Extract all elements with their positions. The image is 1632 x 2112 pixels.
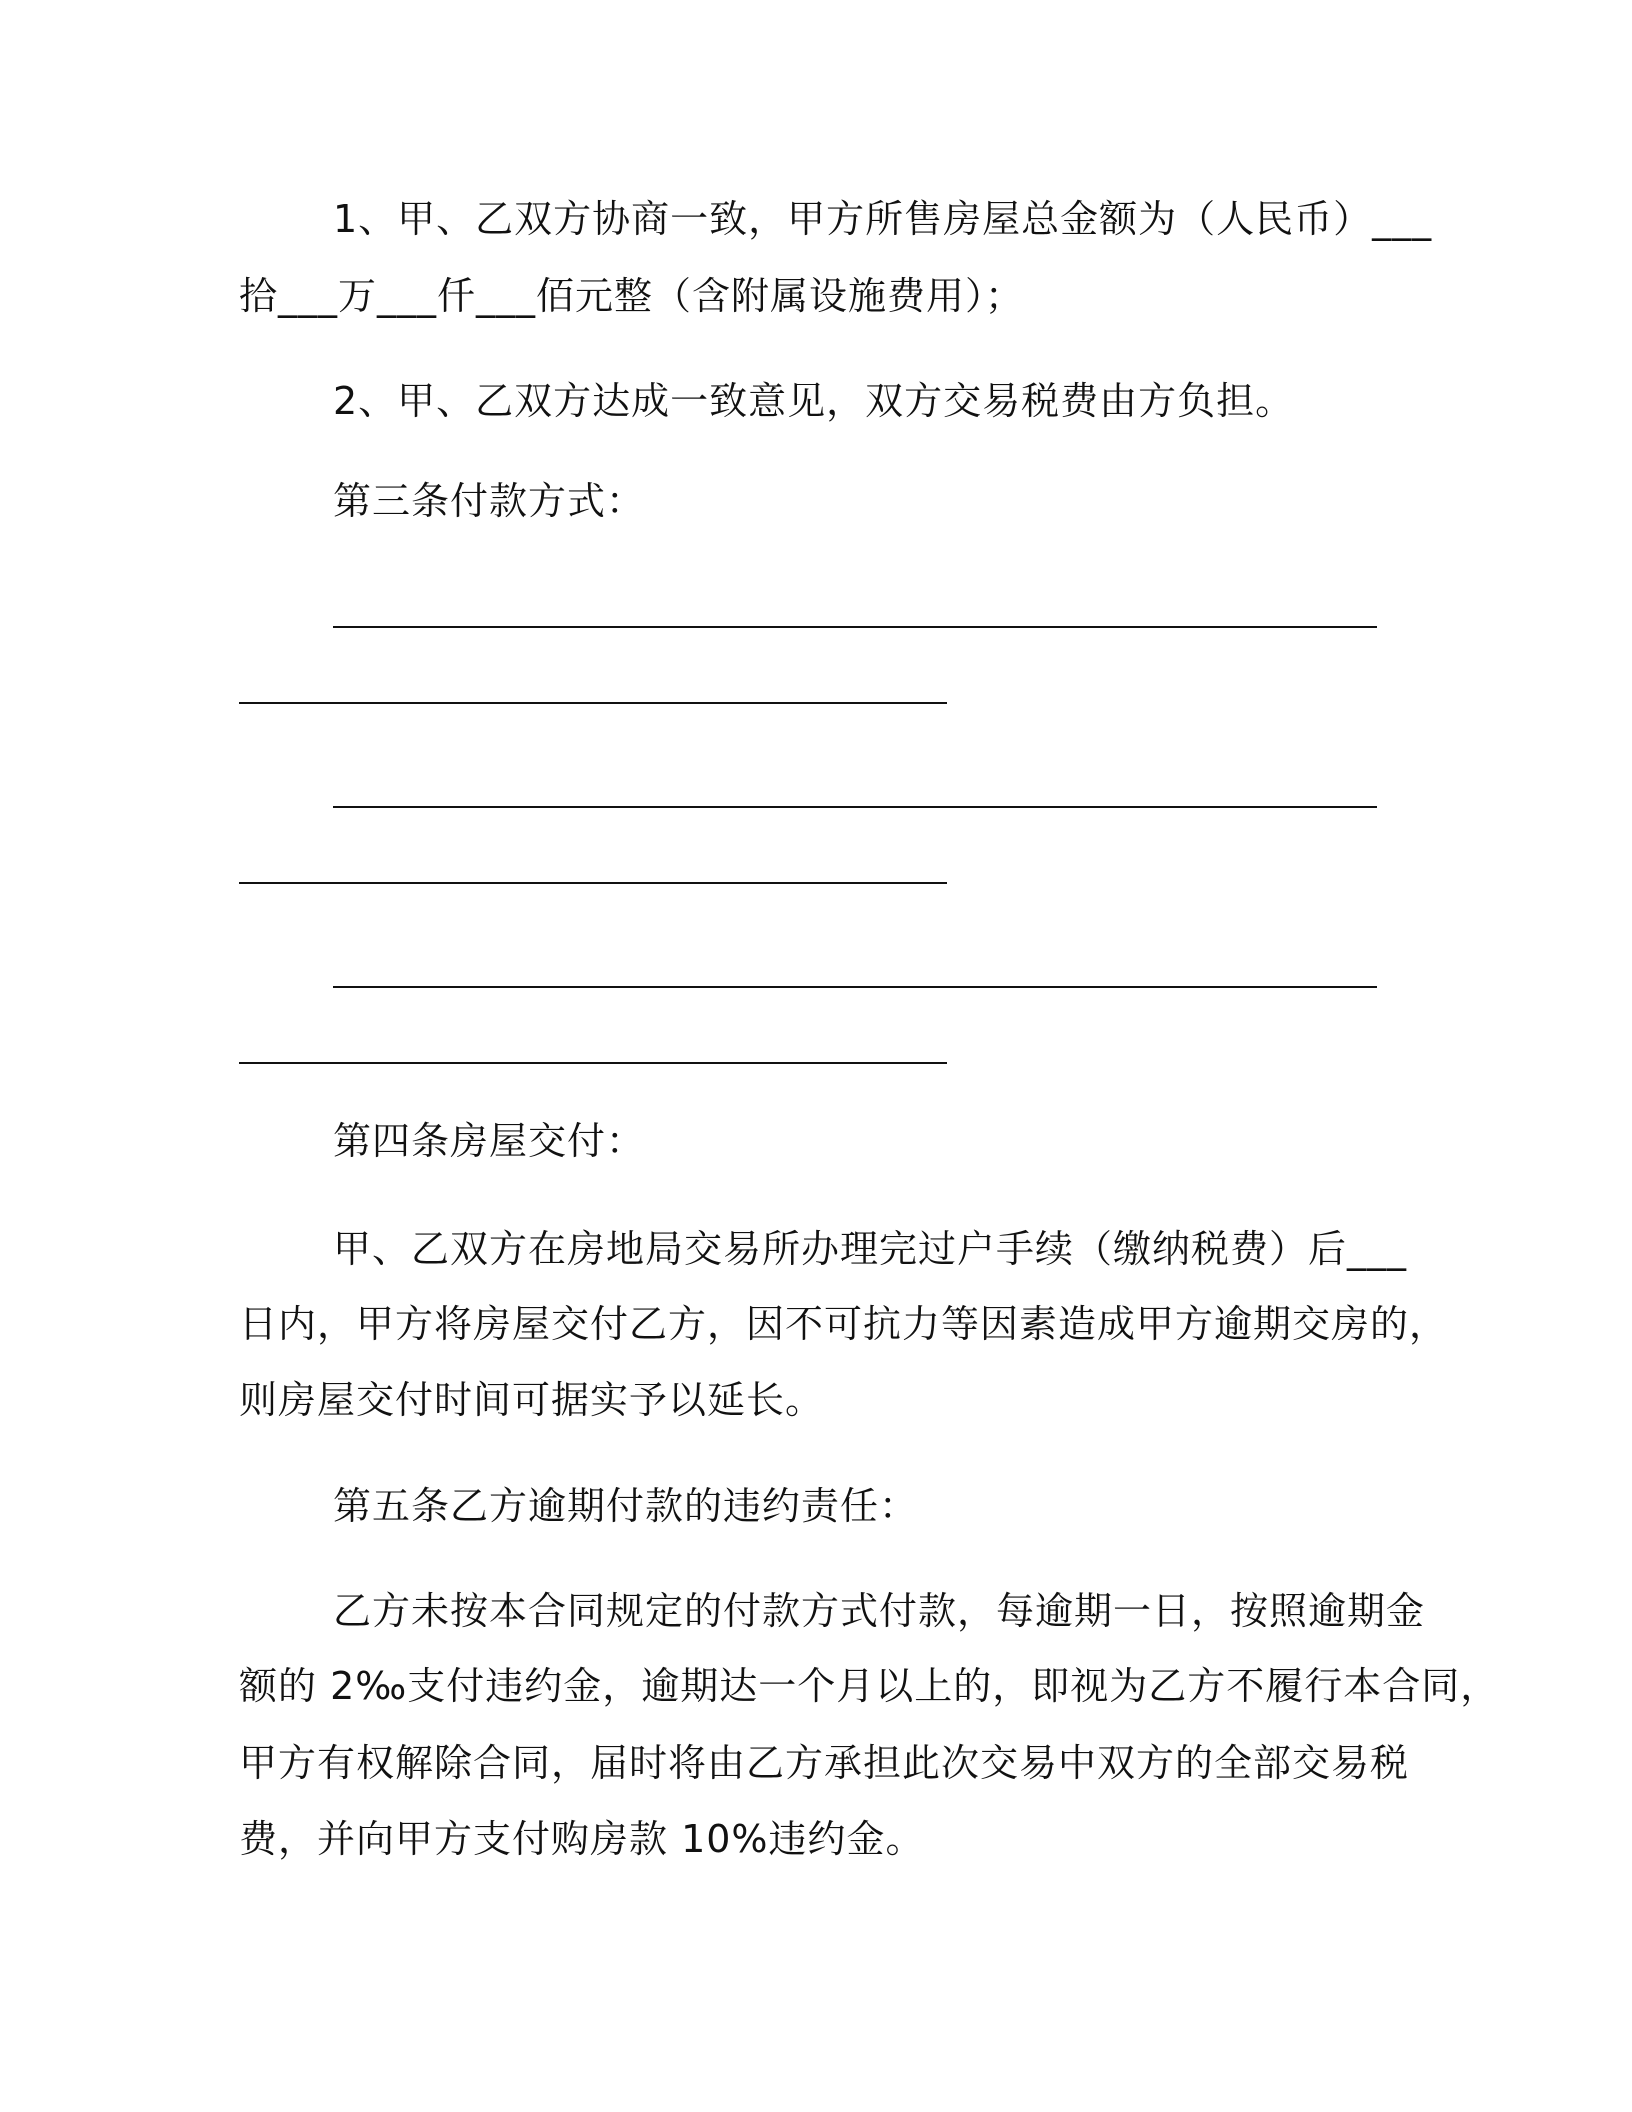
- article-4-title: 第四条房屋交付：: [333, 1119, 646, 1163]
- article-5-body-line-1: 乙方未按本合同规定的付款方式付款，每逾期一日，按照逾期金: [333, 1589, 1426, 1633]
- payment-blank-line-3a: [333, 986, 1377, 988]
- tax-clause: 2、甲、乙双方达成一致意见，双方交易税费由方负担。: [333, 379, 1295, 423]
- payment-blank-line-2b: [239, 882, 947, 884]
- article-3-title: 第三条付款方式：: [333, 479, 646, 523]
- article-4-body-line-3: 则房屋交付时间可据实予以延长。: [239, 1378, 825, 1422]
- article-5-body-line-3: 甲方有权解除合同，届时将由乙方承担此次交易中双方的全部交易税: [239, 1741, 1410, 1785]
- article-4-body-line-2: 日内，甲方将房屋交付乙方，因不可抗力等因素造成甲方逾期交房的，: [239, 1302, 1449, 1346]
- article-4-body-line-1: 甲、乙双方在房地局交易所办理完过户手续（缴纳税费）后___: [333, 1227, 1408, 1271]
- payment-blank-line-3b: [239, 1062, 947, 1064]
- price-clause-line-2: 拾___万___仟___佰元整（含附属设施费用）；: [239, 274, 1025, 318]
- payment-blank-line-1b: [239, 702, 947, 704]
- payment-blank-line-2a: [333, 806, 1377, 808]
- payment-blank-line-1a: [333, 626, 1377, 628]
- article-5-body-line-2: 额的 2‰支付违约金，逾期达一个月以上的，即视为乙方不履行本合同，: [239, 1664, 1500, 1708]
- article-5-title: 第五条乙方逾期付款的违约责任：: [333, 1484, 919, 1528]
- price-clause-line-1: 1、甲、乙双方协商一致，甲方所售房屋总金额为（人民币）___: [333, 197, 1433, 241]
- article-5-body-line-4: 费，并向甲方支付购房款 10%违约金。: [239, 1817, 925, 1861]
